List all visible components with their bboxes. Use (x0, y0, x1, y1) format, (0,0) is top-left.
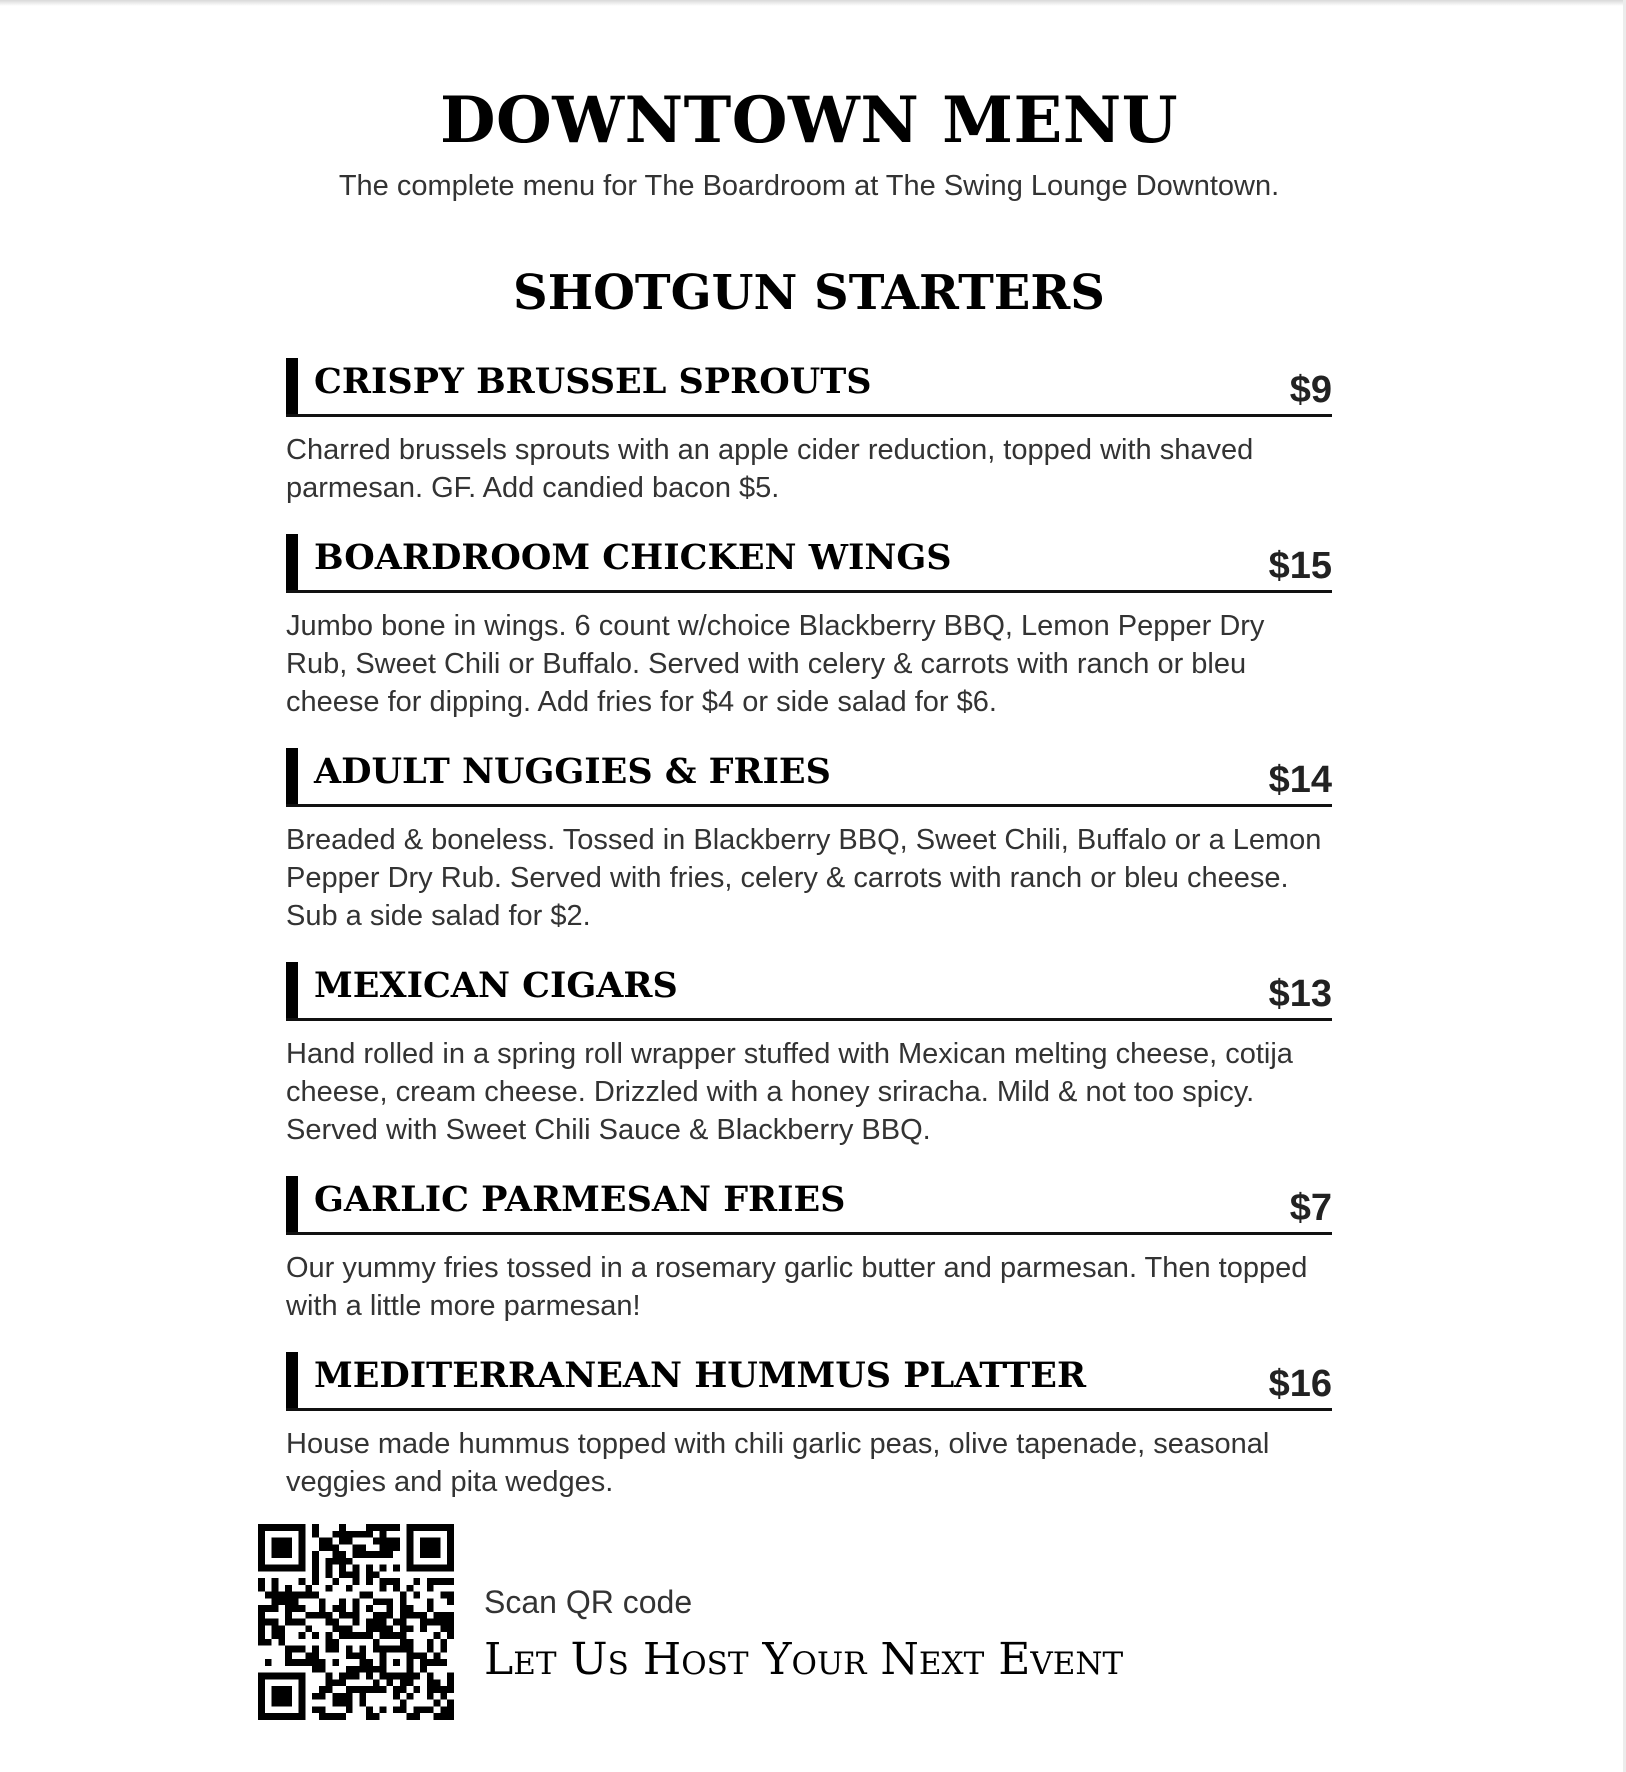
event-cta[interactable]: Let Us Host Your Next Event (484, 1634, 1124, 1685)
menu-item-description: Our yummy fries tossed in a rosemary garlic butter and parmesan. Then topped with a little more parmesan! (286, 1252, 1308, 1322)
menu-item (286, 1352, 1332, 1501)
qr-caption: Scan QR code (484, 1584, 693, 1620)
menu-item-name: ADULT NUGGIES & FRIES (314, 751, 831, 792)
menu-item-description: House made hummus topped with chili garlic peas, olive tapenade, seasonal veggies and pita wedges. (286, 1428, 1270, 1498)
menu-item-name: BOARDROOM CHICKEN WINGS (314, 537, 952, 578)
menu-item-header (286, 1352, 1332, 1411)
menu-item-description: Jumbo bone in wings. 6 count w/choice Blackberry BBQ, Lemon Pepper Dry Rub, Sweet Chili or Buffalo. Served with celery & carrots with ranch or bleu cheese for dipping. Add fries for $4 or side salad for $6. (286, 610, 1265, 718)
page-title: DOWNTOWN MENU (439, 83, 1179, 158)
item-accent-bar (286, 358, 298, 414)
menu-item-name: CRISPY BRUSSEL SPROUTS (314, 361, 872, 402)
menu-item-header (286, 1176, 1332, 1235)
menu-item-header (286, 534, 1332, 593)
item-accent-bar (286, 1352, 298, 1408)
item-accent-bar (286, 962, 298, 1018)
menu-item-price: $15 (1268, 545, 1332, 587)
menu-item-header (286, 748, 1332, 807)
menu-item (286, 534, 1332, 721)
menu-item (286, 748, 1332, 935)
page-subtitle: The complete menu for The Boardroom at The Swing Lounge Downtown. (338, 170, 1280, 202)
menu-item-description: Breaded & boneless. Tossed in Blackberry BBQ, Sweet Chili, Buffalo or a Lemon Pepper Dry Rub. Served with fries, celery & carrots with ranch or bleu cheese. Sub a side salad for $2. (286, 824, 1322, 932)
menu-item-description: Charred brussels sprouts with an apple cider reduction, topped with shaved parmesan. GF. Add candied bacon $5. (286, 434, 1254, 504)
menu-item-header (286, 358, 1332, 417)
menu-item-description: Hand rolled in a spring roll wrapper stuffed with Mexican melting cheese, cotija cheese, cream cheese. Drizzled with a honey sriracha. Mild & not too spicy. Served with Sweet Chili Sauce & Blackberry BBQ. (286, 1038, 1293, 1146)
item-accent-bar (286, 748, 298, 804)
menu-item-price: $9 (1289, 369, 1332, 411)
page-top-edge (0, 0, 1626, 6)
menu-item-price: $7 (1289, 1187, 1332, 1229)
menu-item-name: MEDITERRANEAN HUMMUS PLATTER (314, 1355, 1087, 1396)
menu-item-name: MEXICAN CIGARS (314, 965, 678, 1006)
menu-item (286, 358, 1332, 507)
menu-item (286, 1176, 1332, 1325)
menu-item-name: GARLIC PARMESAN FRIES (314, 1179, 846, 1220)
qr-code-icon[interactable] (258, 1524, 454, 1720)
menu-item-price: $14 (1268, 759, 1332, 801)
section-title: SHOTGUN STARTERS (513, 265, 1105, 321)
item-accent-bar (286, 1176, 298, 1232)
menu-item-price: $16 (1268, 1363, 1332, 1405)
menu-item-header (286, 962, 1332, 1021)
menu-item (286, 962, 1332, 1149)
item-accent-bar (286, 534, 298, 590)
menu-item-price: $13 (1268, 973, 1332, 1015)
